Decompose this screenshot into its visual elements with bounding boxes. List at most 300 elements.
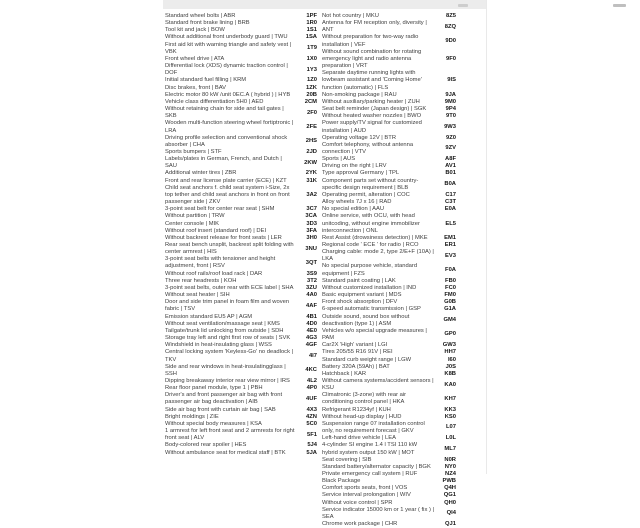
equipment-code: 3D3 [306,220,317,227]
equipment-code: KS0 [444,413,456,420]
equipment-description: Online service, with OCU, with head unitcoding, without engine immobilizer interconnection | ONL [322,213,420,234]
equipment-description: Without partition | TRW [165,213,225,220]
equipment-row [165,228,318,235]
equipment-code: 4X3 [306,406,317,413]
equipment-row [165,135,318,149]
equipment-description: Chrome work package | CHR [322,521,398,528]
equipment-row [165,378,318,385]
equipment-row [165,34,318,41]
equipment-row [322,507,458,521]
equipment-row [322,328,458,342]
equipment-description: Electric motor 80 kW /unit 0EC.A ( hybrid ) | HYB [165,91,291,98]
equipment-description: Child seat anchors f. child seat system i-Size, 2x top tether and child seat anchors in front on front passenger side | ZKV [165,184,290,206]
equipment-description: Three rear headrests | KOH [165,277,237,284]
equipment-row [165,156,318,170]
equipment-row [322,521,458,528]
equipment-description: Side air bag front with curtain air bag | SAB [165,406,276,413]
equipment-description: Front shock absorption | DFV [322,299,398,306]
equipment-row [322,135,458,142]
equipment-row [165,20,318,27]
equipment-row [165,335,318,342]
equipment-row [322,292,458,299]
equipment-description: Rest Assist (drowsiness detection) | MKE [322,234,428,241]
equipment-code: 4L2 [307,377,317,384]
equipment-description: Non-smoking package | RAU [322,91,397,98]
equipment-description: Sports bumpers | STF [165,148,222,155]
equipment-row [165,442,318,449]
equipment-row [165,149,318,156]
equipment-row [322,20,458,34]
equipment-description: Service interval prolongation | WIV [322,492,411,499]
equipment-row [322,314,458,328]
equipment-description: Operating permit, alteration | COC [322,191,410,198]
equipment-column-left [165,13,318,477]
equipment-row [165,235,318,242]
equipment-code: 2F0 [307,109,317,116]
equipment-row [322,421,458,435]
equipment-row [322,435,458,442]
equipment-description: Standard curb weight range | LGW [322,356,412,363]
equipment-code: 9T0 [446,113,456,120]
equipment-row [165,63,318,77]
equipment-row [322,349,458,356]
equipment-description: Standard battery/alternator capacity | BGK [322,463,431,470]
equipment-description: Left-hand drive vehicle | LEA [322,435,397,442]
equipment-code: FB0 [445,277,456,284]
equipment-code: 1Z0 [307,77,317,84]
equipment-code: E0A [444,206,456,213]
equipment-row [322,99,458,106]
equipment-row [322,163,458,170]
equipment-description: Wooden multi-function steering wheel fortiptronic | LRA [165,120,294,134]
equipment-code: EV3 [445,252,456,259]
equipment-row [322,199,458,206]
equipment-code: 9Z0 [446,134,456,141]
equipment-row [322,113,458,120]
equipment-row [165,421,318,428]
equipment-code: 3NU [305,245,317,252]
equipment-code: 1S1 [306,27,317,34]
equipment-description: Refrigerant R1234yf | KUH [322,406,391,413]
clipped-row-remnant [163,0,487,9]
equipment-description: Sports | AUS [322,156,356,163]
equipment-description: Alloy wheels 7J x 16 | RAD [322,199,392,206]
equipment-description: Emission standard EU5 AP | AGM [165,313,253,320]
equipment-description: Operating voltage 12V | BTR [322,134,397,141]
equipment-code: 4UF [306,395,317,402]
equipment-code: 3QT [305,259,317,266]
equipment-code: 2CM [304,98,317,105]
equipment-description: Central locking system 'Keyless-Go' no deadlock | TKV [165,349,294,363]
equipment-description: Hatchback | KAR [322,370,367,377]
equipment-code: 1R0 [306,20,317,27]
page-edge-line [486,0,487,474]
equipment-code: K8B [444,370,456,377]
equipment-row [322,371,458,378]
equipment-code: NZ4 [445,471,456,477]
equipment-description: Without roof rails/roof load rack | DAR [165,270,263,277]
equipment-row [165,321,318,328]
equipment-row [165,206,318,213]
equipment-code: 4B1 [306,313,317,320]
equipment-description: Additional winter tires | ZBR [165,170,237,177]
equipment-row [322,249,458,263]
equipment-row [322,34,458,48]
equipment-row [165,385,318,392]
equipment-description: Without heated washer nozzles | BWO [322,113,422,120]
equipment-row [165,428,318,442]
equipment-description: Without sound combination for rotating emergency light and radio antenna preparation | VRT [322,48,422,70]
equipment-row [322,485,458,492]
equipment-code: QI4 [446,510,456,517]
equipment-description: No special purpose vehicle, standard equipment | FZS [322,263,418,277]
equipment-code: KK3 [444,406,456,413]
equipment-row [165,364,318,378]
equipment-code: ML7 [444,445,456,452]
equipment-code: 9ZV [445,145,456,152]
equipment-row [322,299,458,306]
equipment-description: Suspension range 07 installation control only, no requirement forecast | GKV [322,420,425,435]
equipment-code: 4I7 [308,352,317,359]
equipment-row [165,292,318,299]
equipment-code: 1SA [305,34,317,41]
equipment-row [322,263,458,277]
equipment-description: Side and rear windows in heat-insulatingglass | SSH [165,363,286,377]
equipment-description: Without camera systems/accident sensors | KSU [322,377,434,392]
equipment-code: 31K [306,177,317,184]
equipment-code: 1T9 [307,45,317,52]
equipment-row [165,42,318,56]
equipment-row [322,285,458,292]
equipment-code: 8Z5 [446,13,456,19]
equipment-description: Seat belt reminder (Japan design) | SGK [322,106,427,113]
equipment-code: 20B [306,91,317,98]
equipment-description: Without head-up display | HUD [322,413,402,420]
equipment-row [165,99,318,106]
equipment-code: 2FE [306,123,317,130]
equipment-code: 3ZU [306,284,317,291]
equipment-row [165,407,318,414]
equipment-description: Rear seat bench unsplit, backrest split folding with center armrest | HIS [165,242,294,256]
equipment-code: 5J4 [307,442,317,449]
equipment-description: Basic equipment variant | MDS [322,292,402,299]
equipment-row [322,457,458,464]
equipment-row [165,13,318,20]
equipment-code: 4P0 [306,385,317,392]
equipment-code: 4GF [305,342,317,349]
equipment-description: Antenna for FM reception only, diversity | ANT [322,20,427,34]
equipment-code: 3S9 [306,270,317,277]
equipment-code: A8F [445,156,456,163]
equipment-code: 2JD [306,148,317,155]
equipment-code: 2YK [305,170,317,177]
equipment-description: 3-point seat belts with tensioner and height adjustment, front | RSV [165,256,276,270]
equipment-code: 3H0 [306,234,317,241]
equipment-code: 4G3 [306,335,317,342]
equipment-code: QH0 [444,499,456,506]
equipment-code: F0A [445,267,456,274]
equipment-code: KA0 [444,381,456,388]
equipment-description: Without auxiliary/parking heater | ZUH [322,98,420,105]
equipment-description: Service indicator 15000 km or 1 year ( fix ) | SEA [322,506,435,520]
equipment-code: Q4H [444,485,456,492]
equipment-row [165,414,318,421]
equipment-row [322,206,458,213]
equipment-row [165,221,318,228]
equipment-row [165,349,318,363]
equipment-code: 3T2 [307,277,317,284]
equipment-description: Car2X 'High' variant | LGI [322,342,388,349]
equipment-description: Storage tray left and right first row of seats | SVK [165,335,291,342]
equipment-code: 9D0 [445,38,456,45]
equipment-description: Without seat heater | SIH [165,292,230,299]
equipment-row [322,49,458,70]
equipment-code: 5C0 [306,420,317,427]
equipment-description: Outside sound, sound box without deactivation (type 1) | ASM [322,313,410,327]
equipment-row [322,442,458,456]
equipment-row [322,342,458,349]
equipment-description: Dipping breakaway interior rear view mirror | IRS [165,377,290,384]
equipment-row [165,170,318,177]
equipment-code: 1PF [306,13,317,19]
equipment-description: Tailgate/trunk lid unlocking from outside | SDH [165,327,284,334]
equipment-code: B0A [444,181,456,188]
equipment-description: No special edition | AAU [322,206,385,213]
equipment-code: FM0 [444,292,456,299]
equipment-row [322,306,458,313]
equipment-row [322,70,458,91]
equipment-description: Without voice control | SPR [322,499,393,506]
equipment-row [165,299,318,313]
equipment-row [322,235,458,242]
equipment-code: 9IS [447,77,456,84]
equipment-row [165,56,318,63]
equipment-code: 9M0 [444,98,456,105]
equipment-description: Standard wheel bolts | ABR [165,13,236,19]
equipment-row [165,450,318,457]
equipment-row [322,213,458,234]
equipment-code: 9P4 [445,106,456,113]
equipment-description: Tires 205/55 R16 91V | REI [322,349,393,356]
equipment-code: 3C7 [306,206,317,213]
equipment-description: Regional code ' ECE ' for radio | RCO [322,242,419,248]
equipment-description: Without retaining chain for side and tail gates | SKB [165,106,284,120]
equipment-code: QG1 [443,492,456,499]
equipment-code: 3A2 [306,191,317,198]
equipment-row [165,178,318,185]
equipment-row [322,13,458,20]
equipment-row [165,106,318,120]
equipment-row [165,85,318,92]
equipment-code: C3T [445,199,456,206]
equipment-row [322,500,458,507]
equipment-code: QJ1 [445,521,456,528]
equipment-code: 2KW [304,159,317,166]
equipment-code: 2HS [305,138,317,145]
equipment-row [165,342,318,349]
equipment-description: Driving on the right | LRV [322,163,387,170]
equipment-description: Comfort telephony, without antenna connection | VTV [322,141,414,155]
equipment-description: Standard front brake lining | BRB [165,20,250,27]
equipment-row [165,27,318,34]
equipment-row [322,392,458,406]
equipment-description: Battery 320A (59Ah) | BAT [322,363,390,370]
equipment-row [165,77,318,84]
equipment-row [165,120,318,134]
equipment-code: 3FA [306,227,317,234]
equipment-description: Vehicles w/o special upgrade measures | PAM [322,327,427,342]
equipment-row [322,142,458,156]
equipment-row [165,278,318,285]
equipment-description: Rear floor panel module, type 1 | PBH [165,385,263,392]
equipment-code: GW3 [442,342,456,349]
equipment-description: Initial standard fuel filling | KRM [165,77,247,84]
equipment-code: KH7 [444,395,456,402]
equipment-row [165,242,318,256]
equipment-description: Without roof insert (standard roof) | DEI [165,227,267,234]
equipment-row [165,92,318,99]
equipment-row [165,256,318,270]
equipment-description: Driver's and front passenger air bag with front passenger air bag deactivation | AIB [165,392,283,406]
equipment-code: I60 [447,356,456,363]
equipment-description: 1 armrest for left front seat and 2 armrests for right front seat | ALV [165,428,295,442]
equipment-description: First aid kit with warning triangle and safety vest | VBK [165,41,292,55]
equipment-description: Component parts set without country-specific design requirement | BLB [322,177,419,191]
equipment-code: GP0 [444,331,456,338]
equipment-row [165,392,318,406]
equipment-code: EL5 [445,220,456,227]
equipment-description: 3-point seat belts, outer rear with ECE label | SHA [165,284,294,291]
equipment-row [322,106,458,113]
equipment-code: 1X0 [306,55,317,62]
equipment-description: Climatronic (3-zone) with rear air conditioning control panel | HKA [322,392,407,406]
equipment-description: Without ambulance seat for medical staff | BTK [165,449,286,456]
equipment-description: Standard paint coating | LAK [322,277,396,284]
equipment-code: 3CA [305,213,317,220]
equipment-description: Without special body measures | KSA [165,420,262,427]
equipment-row [165,285,318,292]
equipment-description: Without preparation for two-way radio installation | VEF [322,34,419,48]
equipment-row [322,278,458,285]
equipment-code: 9JA [445,91,456,98]
equipment-row [322,357,458,364]
equipment-description: Seat covering | SIB [322,456,372,463]
equipment-code: B01 [445,170,456,177]
equipment-row [322,471,458,478]
equipment-code: G1A [444,306,456,313]
equipment-code: N0R [444,456,456,463]
equipment-code: J0S [445,363,456,370]
equipment-code: 4D0 [306,320,317,327]
equipment-column-right [322,13,458,528]
equipment-code: 9F0 [446,55,456,62]
equipment-row [322,478,458,485]
equipment-row [322,378,458,392]
equipment-row [165,328,318,335]
equipment-description: Without backrest release for front seats | LER [165,234,282,241]
equipment-code: AV1 [445,163,456,170]
equipment-row [322,242,458,249]
equipment-code: 9W3 [444,123,456,130]
equipment-description: Door and side trim panel in foam film and woven fabric | TSV [165,299,290,313]
equipment-row [322,92,458,99]
equipment-description: Without seat ventilation/massage seat | KMS [165,320,280,327]
equipment-description: Bright moldings | ZIE [165,413,219,420]
equipment-description: Comfort sports seats, front | VOS [322,485,408,492]
equipment-row [165,271,318,278]
equipment-code: PWB [442,478,456,485]
equipment-code: L07 [446,424,456,431]
clipped-code-remnant [613,4,626,7]
equipment-description: Type approval Germany | TPL [322,170,400,177]
equipment-description: Without additional front underbody guard | TWU [165,34,288,41]
equipment-row [322,170,458,177]
equipment-description: Driving profile selection and conventional shock absorber | CHA [165,134,288,148]
equipment-row [322,192,458,199]
equipment-code: 4ZN [306,413,317,420]
equipment-description: Charging cable: mode 2, type 2/E+F (10A) | LKA [322,249,434,263]
equipment-code: 4A0 [306,292,317,299]
equipment-code: HH7 [444,349,456,356]
equipment-row [165,314,318,321]
equipment-row [322,414,458,421]
equipment-description: Private emergency call system | RUF [322,471,418,477]
equipment-row [322,364,458,371]
equipment-code: 5F1 [307,431,317,438]
equipment-description: Tool kit and jack | BOW [165,27,225,34]
equipment-row [322,407,458,414]
equipment-code: 8ZQ [444,23,456,30]
equipment-description: Disc brakes, front | BAV [165,84,226,91]
equipment-description: Power supply/TV signal for customized installation | AUD [322,120,422,134]
equipment-code: FC0 [445,284,456,291]
equipment-code: 1Y3 [306,66,317,73]
equipment-description: 4-cylinder SI engine 1.4 l TSI 110 kW hybrid system output 150 kW | MOT [322,442,418,456]
equipment-row [165,213,318,220]
equipment-description: Body-colored rear spoiler | HES [165,442,247,449]
equipment-row [322,492,458,499]
equipment-description: Front and rear license plate carrier (ECE) | KZT [165,177,287,184]
equipment-row [165,185,318,206]
equipment-description: Black Package [322,478,361,485]
equipment-code: EM1 [444,234,456,241]
equipment-description: Differential lock (XDS) dynamic traction control | DOF [165,63,288,77]
equipment-code: L0L [445,435,456,442]
equipment-description: Windshield in heat-insulating glass | WSS [165,342,272,349]
equipment-description: Front wheel drive | ATA [165,55,225,62]
equipment-code: 1ZK [306,84,317,91]
equipment-code: NY0 [444,463,456,470]
equipment-row [322,464,458,471]
equipment-description: Center console | MIK [165,220,220,227]
equipment-code: C17 [445,191,456,198]
clipped-text-remnant [458,4,468,7]
equipment-description: Not hot country | MKU [322,13,379,19]
equipment-code: G0B [444,299,456,306]
equipment-description: 6-speed automatic transmission | GSP [322,306,421,313]
equipment-row [322,178,458,192]
equipment-row [322,156,458,163]
equipment-code: 5JA [306,449,317,456]
equipment-code: 4E0 [306,327,317,334]
equipment-description: Labels/plates in German, French, and Dutch | SAU [165,156,282,170]
equipment-row [322,120,458,134]
equipment-description: Vehicle class differentiation 5H0 | AED [165,98,264,105]
equipment-code: GM4 [443,317,456,324]
equipment-description: Separate daytime running lights with lowbeam assistant and 'Coming Home' function (automatic) | FLS [322,70,422,91]
equipment-code: 4KC [305,367,317,374]
equipment-code: ER1 [444,242,456,248]
